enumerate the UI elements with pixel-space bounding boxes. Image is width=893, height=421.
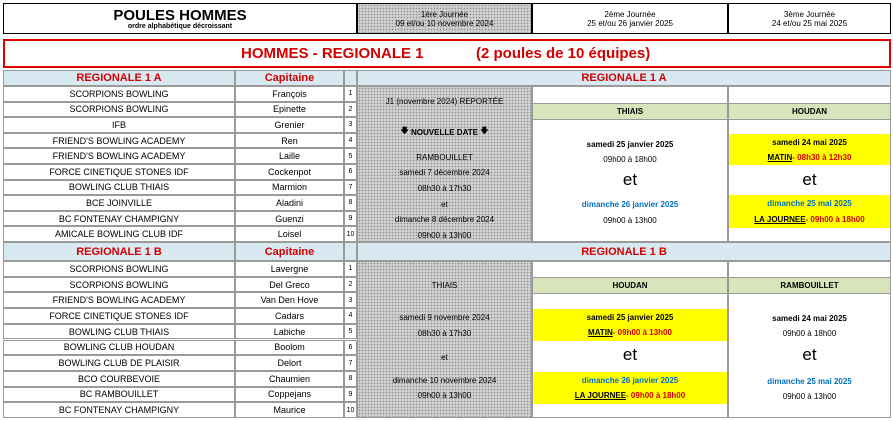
poule-b-header: REGIONALE 1 B bbox=[3, 242, 235, 261]
poule-a-team-num: 2 bbox=[344, 102, 357, 118]
journee-2-label: 2ème Journée bbox=[604, 9, 656, 19]
poule-b-j2-time2-label: LA JOURNEE bbox=[574, 391, 627, 400]
poule-a-j3-date2: dimanche 25 mai 2025 bbox=[767, 199, 852, 208]
poule-a-team-captain: Loisel bbox=[235, 226, 344, 242]
poule-b-j2-lieu: HOUDAN bbox=[533, 277, 727, 294]
journee-1-label: 1ère Journée bbox=[420, 9, 469, 19]
poule-b-team-num: 1 bbox=[344, 261, 357, 277]
poule-b-j3 bbox=[728, 261, 891, 418]
poule-b-team-num: 3 bbox=[344, 292, 357, 308]
poule-b-j2-samedi-block bbox=[533, 309, 727, 341]
poule-a-team-club: FORCE CINETIQUE STONES IDF bbox=[3, 164, 235, 180]
poule-a-team-captain: François bbox=[235, 86, 344, 102]
poule-a-team-club: BC FONTENAY CHAMPIGNY bbox=[3, 211, 235, 227]
poule-a-j3-dimanche-block bbox=[729, 195, 890, 228]
poule-b-team-captain: Boolom bbox=[235, 340, 344, 356]
poule-a-team-num: 4 bbox=[344, 133, 357, 149]
poule-a-j1-nouvelle bbox=[358, 125, 531, 139]
poule-b-j3-lieu: RAMBOUILLET bbox=[729, 277, 890, 294]
poule-a-num-header bbox=[344, 70, 357, 86]
poule-a-team-captain: Ren bbox=[235, 133, 344, 149]
poule-b-team-captain: Del Greco bbox=[235, 277, 344, 293]
poule-b-team-num: 4 bbox=[344, 308, 357, 324]
journee-3-date: 24 et/ou 25 mai 2025 bbox=[771, 18, 848, 28]
poule-b-team-club: SCORPIONS BOWLING bbox=[3, 261, 235, 277]
poule-a-team-num: 1 bbox=[344, 86, 357, 102]
poule-b-j2-time2-rest: - 09h00 à 18h00 bbox=[626, 391, 686, 400]
poule-a-team-club: BOWLING CLUB THIAIS bbox=[3, 180, 235, 196]
poule-a-team-captain: Aladini bbox=[235, 195, 344, 211]
poule-b-j1-time2: 09h00 à 13h00 bbox=[417, 390, 472, 400]
poule-a-team-club: FRIEND'S BOWLING ACADEMY bbox=[3, 133, 235, 149]
poule-b-team-club: BOWLING CLUB DE PLAISIR bbox=[3, 355, 235, 371]
journee-2-header bbox=[532, 3, 728, 34]
poule-b-team-club: BC RAMBOUILLET bbox=[3, 387, 235, 403]
poule-b-right-header: REGIONALE 1 B bbox=[357, 242, 891, 261]
poule-b-team-captain: Coppejans bbox=[235, 387, 344, 403]
poule-a-team-club: BCE JOINVILLE bbox=[3, 195, 235, 211]
poule-a-team-num: 8 bbox=[344, 195, 357, 211]
banner bbox=[3, 39, 891, 68]
poule-a-j3-time2-label: LA JOURNEE bbox=[754, 215, 806, 224]
poule-b-capitaine-header: Capitaine bbox=[235, 242, 344, 261]
poule-a-team-num: 6 bbox=[344, 164, 357, 180]
poule-b-j2-time1-rest: - 09h00 à 13h00 bbox=[612, 328, 672, 337]
poule-b-team-captain: Delort bbox=[235, 355, 344, 371]
poule-a-header: REGIONALE 1 A bbox=[3, 70, 235, 86]
poule-a-j1-nouvelle-label: NOUVELLE DATE bbox=[411, 127, 478, 137]
poule-b-team-captain: Lavergne bbox=[235, 261, 344, 277]
poule-b-j2-et: et bbox=[622, 345, 638, 364]
poule-a-j1-et: et bbox=[441, 199, 448, 209]
poule-b-j3-date1: samedi 24 mai 2025 bbox=[772, 313, 847, 323]
poule-a-j2-time1: 09h00 à 18h00 bbox=[603, 154, 657, 164]
poule-a-j1-time1: 08h30 à 17h30 bbox=[417, 183, 472, 193]
banner-subtitle: (2 poules de 10 équipes) bbox=[476, 45, 651, 62]
journee-1-header bbox=[357, 3, 532, 34]
journee-3-header bbox=[728, 3, 891, 34]
poule-a-team-club: SCORPIONS BOWLING bbox=[3, 102, 235, 118]
poule-b-j3-date2: dimanche 25 mai 2025 bbox=[767, 376, 852, 386]
poule-a-capitaine-header: Capitaine bbox=[235, 70, 344, 86]
poule-a-team-num: 5 bbox=[344, 148, 357, 164]
poule-b-team-num: 10 bbox=[344, 402, 357, 418]
arrow-down-icon: 🡇 bbox=[480, 126, 489, 135]
poule-b-team-captain: Labiche bbox=[235, 324, 344, 340]
poule-b-j2-time1-label: MATIN bbox=[588, 328, 613, 337]
poule-a-j1-date1: samedi 7 décembre 2024 bbox=[399, 167, 490, 177]
poule-b-j3-et: et bbox=[802, 345, 817, 364]
poule-b-team-num: 8 bbox=[344, 371, 357, 387]
poule-a-j3-samedi-block bbox=[729, 134, 890, 165]
poule-a-j2-et: et bbox=[622, 170, 638, 189]
poule-a-team-club: FRIEND'S BOWLING ACADEMY bbox=[3, 148, 235, 164]
poule-a-j3-time1-rest: - 08h30 à 12h30 bbox=[792, 153, 852, 162]
poule-a-j1 bbox=[357, 86, 532, 242]
poule-a-j2-time2: 09h00 à 13h00 bbox=[603, 215, 657, 225]
poule-a-j1-lieu: RAMBOUILLET bbox=[416, 152, 473, 162]
poule-b-j1-lieu: THIAIS bbox=[431, 280, 458, 290]
poule-b-j2 bbox=[532, 261, 728, 418]
poule-a-j3-time1-label: MATIN bbox=[767, 153, 793, 162]
poule-b-j1-date1: samedi 9 novembre 2024 bbox=[399, 312, 490, 322]
poule-b-team-captain: Maurice bbox=[235, 402, 344, 418]
poule-b-team-club: FORCE CINETIQUE STONES IDF bbox=[3, 308, 235, 324]
poule-a-team-num: 3 bbox=[344, 117, 357, 133]
page-subtitle: ordre alphabétique décroissant bbox=[127, 22, 233, 30]
poule-b-team-num: 9 bbox=[344, 387, 357, 403]
poule-a-team-num: 10 bbox=[344, 226, 357, 242]
poule-a-j3-et: et bbox=[802, 170, 817, 189]
banner-title: HOMMES - REGIONALE 1 bbox=[241, 45, 424, 62]
poule-b-j1-date2: dimanche 10 novembre 2024 bbox=[392, 375, 497, 385]
poule-a-j2-lieu: THIAIS bbox=[533, 103, 727, 120]
poule-b-j2-dimanche-block bbox=[533, 372, 727, 404]
poule-b-j2-date2: dimanche 26 janvier 2025 bbox=[581, 376, 679, 385]
poule-a-j3-lieu: HOUDAN bbox=[729, 103, 890, 120]
poule-a-right-header: REGIONALE 1 A bbox=[357, 70, 891, 86]
poule-b-j3-time1: 09h00 à 18h00 bbox=[782, 328, 837, 338]
poule-b-team-club: BOWLING CLUB HOUDAN bbox=[3, 340, 235, 356]
poule-b-team-num: 7 bbox=[344, 355, 357, 371]
poule-a-j3-time2 bbox=[729, 213, 890, 226]
poule-b-team-captain: Cadars bbox=[235, 308, 344, 324]
poule-a-j2-date1: samedi 25 janvier 2025 bbox=[586, 139, 674, 149]
poule-a-j3-time1 bbox=[729, 151, 890, 164]
poule-a-team-num: 7 bbox=[344, 180, 357, 196]
arrow-down-icon: 🡇 bbox=[400, 126, 409, 135]
poule-a-team-club: AMICALE BOWLING CLUB IDF bbox=[3, 226, 235, 242]
poule-a-j1-time2: 09h00 à 13h00 bbox=[417, 230, 472, 240]
poule-a-team-captain: Grenier bbox=[235, 117, 344, 133]
poule-b-team-captain: Van Den Hove bbox=[235, 292, 344, 308]
poule-a-team-captain: Epinette bbox=[235, 102, 344, 118]
poule-b-team-num: 6 bbox=[344, 340, 357, 356]
poule-a-team-captain: Guenzi bbox=[235, 211, 344, 227]
poule-b-team-club: BC FONTENAY CHAMPIGNY bbox=[3, 402, 235, 418]
poule-b-num-header bbox=[344, 242, 357, 261]
poule-b-team-captain: Chaumien bbox=[235, 371, 344, 387]
journee-3-label: 3ème Journée bbox=[783, 9, 836, 19]
poule-b-j2-time1 bbox=[533, 326, 727, 339]
poule-a-team-captain: Marmion bbox=[235, 180, 344, 196]
poule-a-team-captain: Laille bbox=[235, 148, 344, 164]
journee-1-date: 09 et/ou 10 novembre 2024 bbox=[395, 18, 494, 28]
poule-a-j2-date2: dimanche 26 janvier 2025 bbox=[581, 199, 679, 209]
poule-b-team-club: BOWLING CLUB THIAIS bbox=[3, 324, 235, 340]
poule-b-team-club: FRIEND'S BOWLING ACADEMY bbox=[3, 292, 235, 308]
poule-b-j2-date1: samedi 25 janvier 2025 bbox=[586, 313, 674, 322]
poule-b-j1-time1: 08h30 à 17h30 bbox=[417, 328, 472, 338]
poule-a-j3-time2-rest: - 09h00 à 18h00 bbox=[805, 215, 865, 224]
page-title: POULES HOMMES bbox=[113, 6, 247, 24]
poule-a-team-captain: Cockenpot bbox=[235, 164, 344, 180]
poule-b-j1-et: et bbox=[441, 352, 448, 362]
journee-2-date: 25 et/ou 26 janvier 2025 bbox=[587, 18, 673, 28]
poule-a-j3-date1: samedi 24 mai 2025 bbox=[772, 138, 847, 147]
poule-b-j2-time2 bbox=[533, 389, 727, 402]
poule-a-team-club: IFB bbox=[3, 117, 235, 133]
poule-a-j3 bbox=[728, 86, 891, 242]
poule-b-team-num: 2 bbox=[344, 277, 357, 293]
poule-a-team-club: SCORPIONS BOWLING bbox=[3, 86, 235, 102]
poule-b-j1 bbox=[357, 261, 532, 418]
poule-a-j1-note: J1 (novembre 2024) REPORTÉE bbox=[385, 96, 504, 106]
poule-b-team-club: SCORPIONS BOWLING bbox=[3, 277, 235, 293]
poule-a-j1-date2: dimanche 8 décembre 2024 bbox=[394, 214, 495, 224]
poule-b-j3-time2: 09h00 à 13h00 bbox=[782, 391, 837, 401]
title-box bbox=[3, 3, 357, 34]
poule-a-j2 bbox=[532, 86, 728, 242]
poule-a-team-num: 9 bbox=[344, 211, 357, 227]
poule-b-team-club: BCO COURBEVOIE bbox=[3, 371, 235, 387]
poule-b-team-num: 5 bbox=[344, 324, 357, 340]
